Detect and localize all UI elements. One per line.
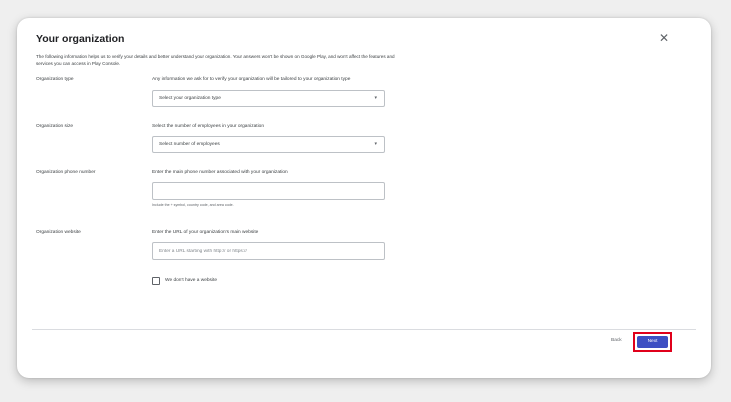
website-label: Organization website	[36, 230, 81, 235]
chevron-down-icon: ▾	[374, 95, 377, 101]
org-size-select-value: Select number of employees	[159, 142, 220, 147]
phone-label: Organization phone number	[36, 170, 96, 175]
back-button[interactable]: Back	[611, 338, 622, 343]
footer-divider	[32, 329, 696, 330]
close-icon[interactable]: ✕	[658, 31, 670, 45]
org-size-select[interactable]	[152, 136, 385, 153]
org-type-description: Any information we ask for to verify your organization will be tailored to your organization type	[152, 77, 351, 82]
dialog-title: Your organization	[36, 33, 125, 45]
org-type-select-value: Select your organization type	[159, 96, 221, 101]
dialog-intro: The following information helps us to verify your details and better understand your organization. Your answers won't be shown on Google Play, and won't affect the features and services you can access in Play Console.	[36, 54, 395, 66]
org-size-label: Organization size	[36, 124, 74, 129]
chevron-down-icon: ▾	[374, 141, 377, 147]
phone-hint: Include the + symbol, country code, and area code.	[152, 203, 234, 207]
org-type-select[interactable]	[152, 90, 385, 107]
website-description: Enter the URL of your organization's main website	[152, 230, 259, 235]
org-type-label: Organization type	[36, 77, 74, 82]
org-size-description: Select the number of employees in your organization	[152, 124, 264, 129]
phone-input[interactable]	[152, 182, 385, 200]
no-website-checkbox[interactable]	[152, 277, 160, 285]
next-button[interactable]: Next	[637, 336, 668, 348]
organization-dialog	[17, 18, 711, 378]
website-input[interactable]	[152, 242, 385, 260]
phone-description: Enter the main phone number associated with your organization	[152, 170, 288, 175]
no-website-label: We don't have a website	[165, 278, 218, 283]
